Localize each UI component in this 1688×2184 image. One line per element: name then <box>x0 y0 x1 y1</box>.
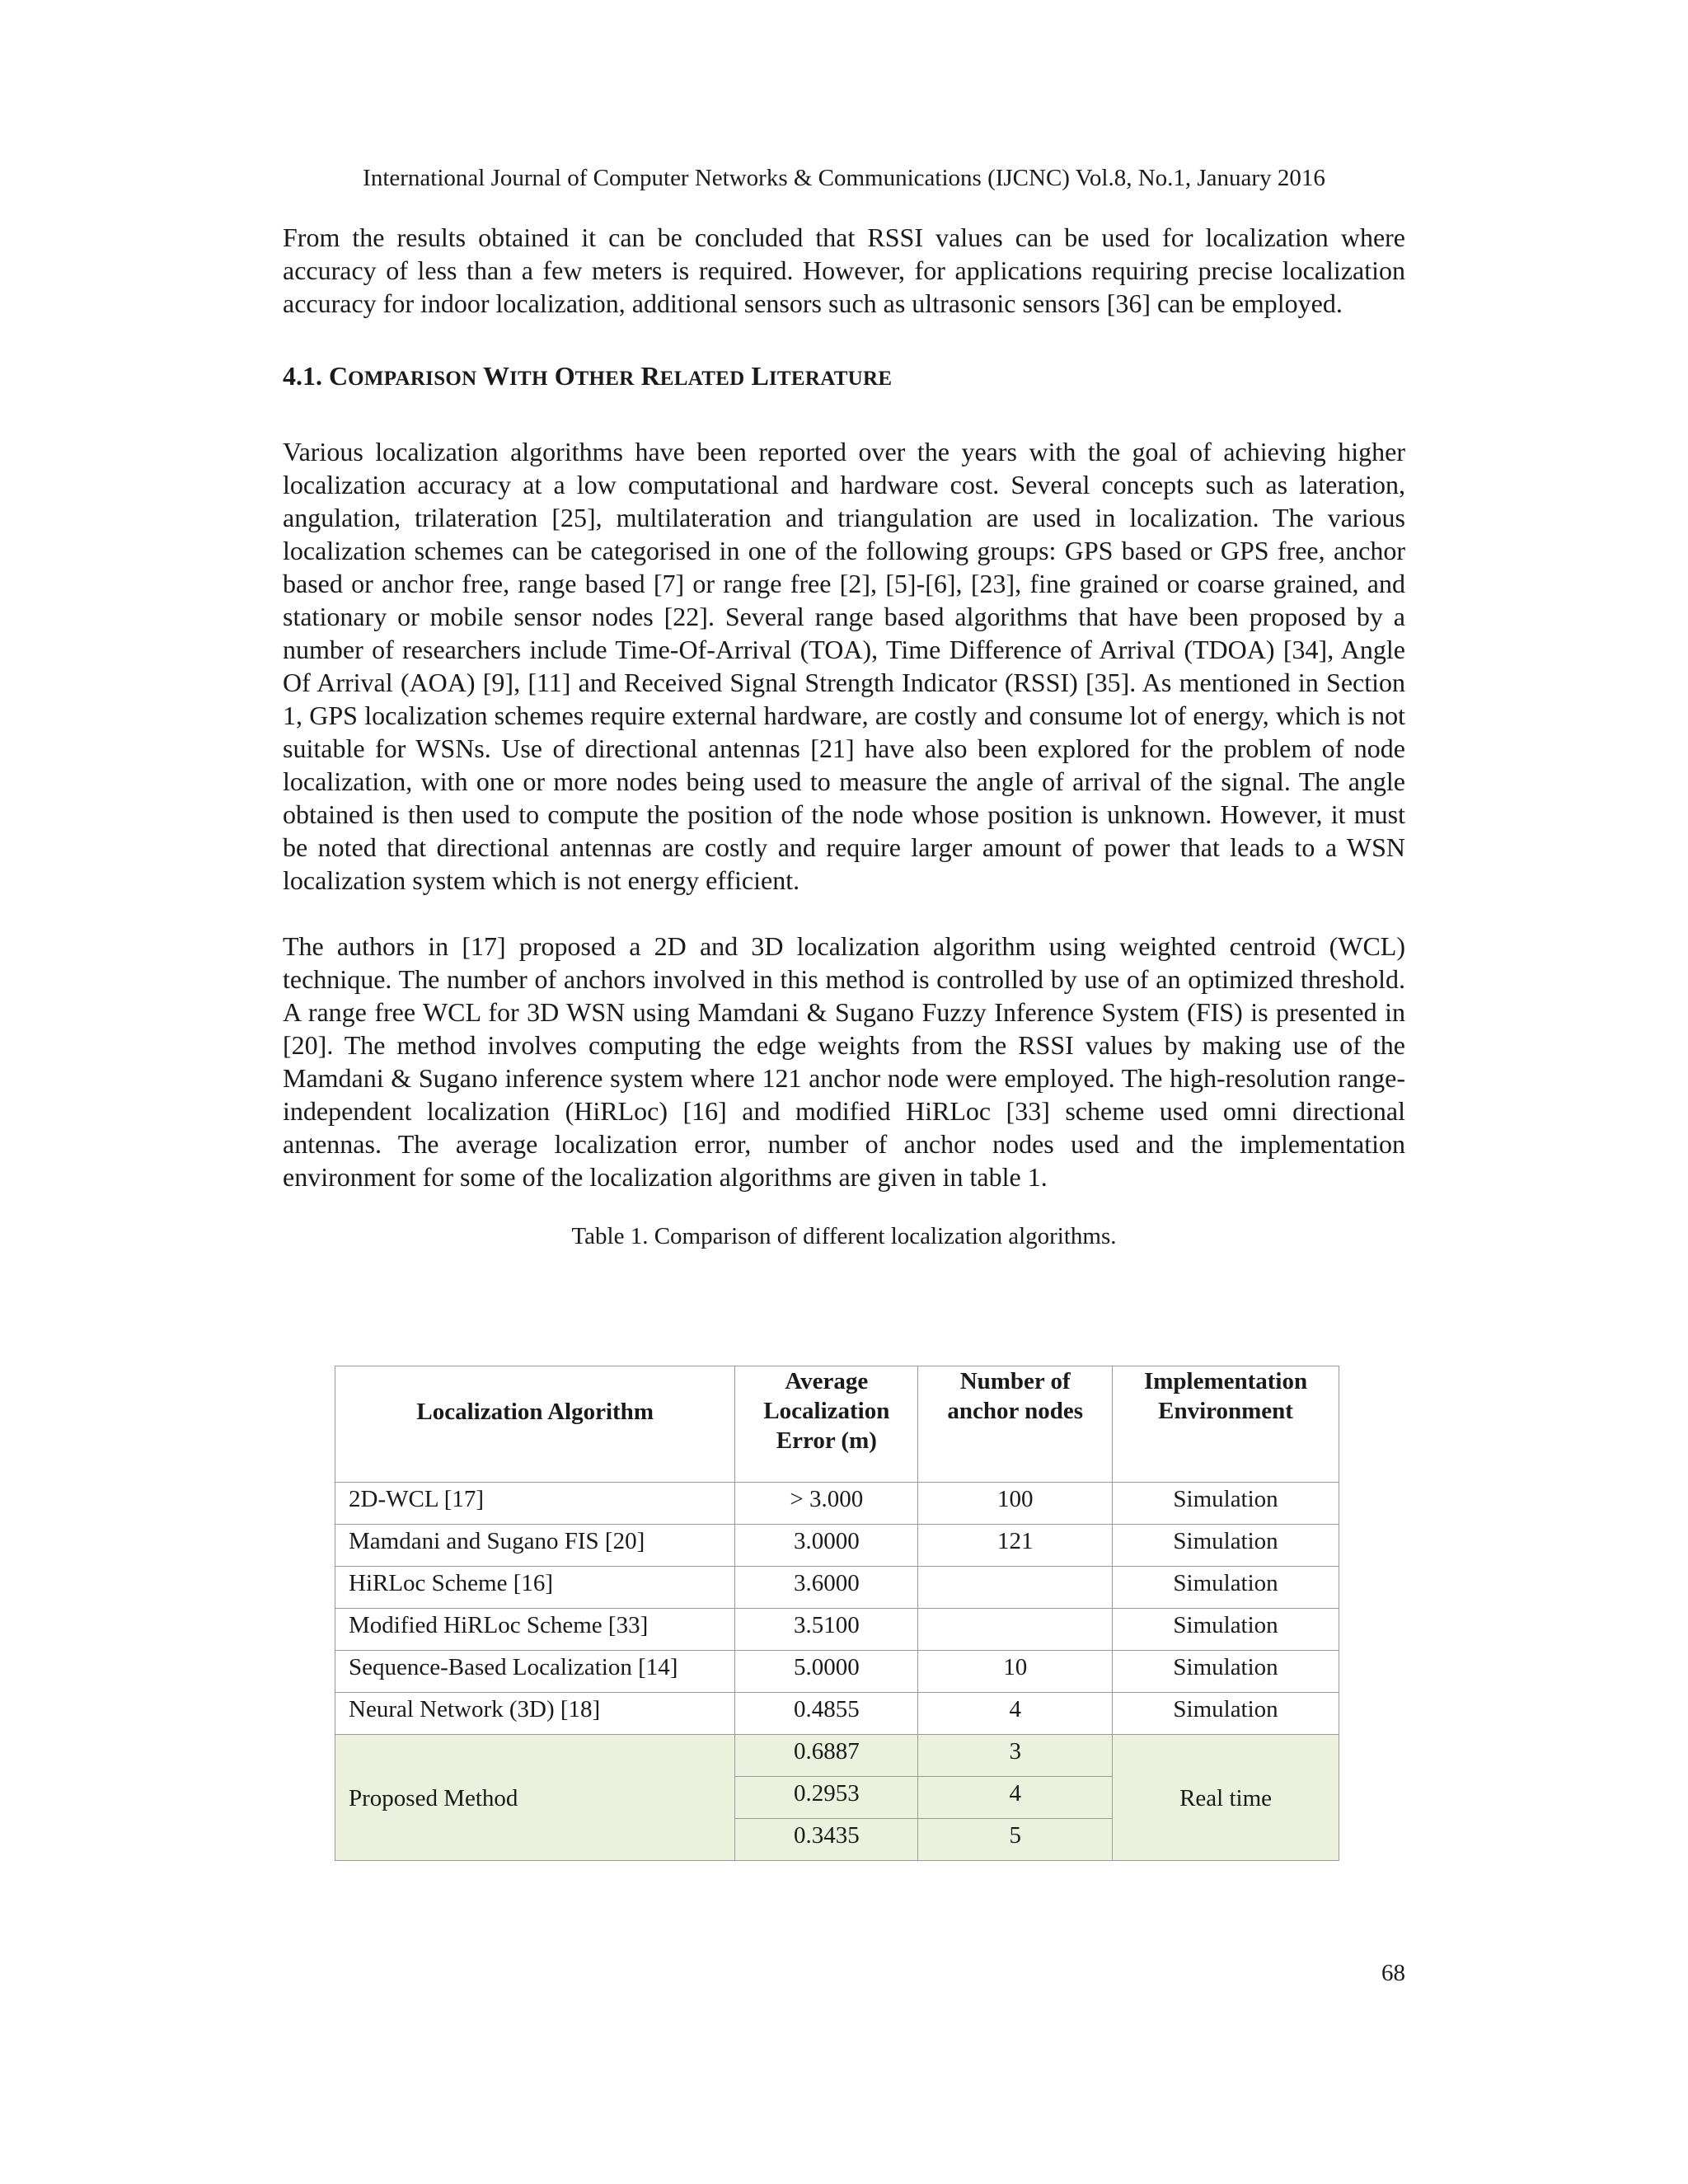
header-error: Average Localization Error (m) <box>735 1366 918 1483</box>
comparison-table <box>335 1366 1339 1861</box>
cell-environment: Simulation <box>1113 1609 1339 1651</box>
table-row <box>335 1609 1339 1651</box>
cell-error: 3.5100 <box>735 1609 918 1651</box>
table-row <box>335 1651 1339 1693</box>
cell-anchors: 10 <box>918 1651 1113 1693</box>
cell-anchors: 4 <box>918 1777 1113 1819</box>
cell-error: > 3.000 <box>735 1483 918 1525</box>
body-paragraph-2: The authors in [17] proposed a 2D and 3D localization algorithm using weighted centroid (WCL) technique. The number of anchors involved in this method is controlled by use of an optimized threshold. A range free WCL for 3D WSN using Mamdani & Sugano Fuzzy Inference System (FIS) is presented in [20]. The method involves computing the edge weights from the RSSI values by making use of the Mamdani & Sugano inference system where 121 anchor node were employed. The high-resolution range-independent localization (HiRLoc) [16] and modified HiRLoc [33] scheme used omni directional antennas. The average localization error, number of anchor nodes used and the implementation environment for some of the localization algorithms are given in table 1. <box>283 931 1405 1192</box>
cell-error: 0.3435 <box>735 1819 918 1861</box>
cell-algorithm: Neural Network (3D) [18] <box>335 1693 735 1735</box>
table-row-proposed <box>335 1735 1339 1777</box>
cell-anchors <box>918 1567 1113 1609</box>
cell-environment-proposed: Real time <box>1113 1735 1339 1861</box>
section-word: RELATED <box>640 361 745 391</box>
cell-error: 0.2953 <box>735 1777 918 1819</box>
header-algorithm: Localization Algorithm <box>335 1366 735 1483</box>
section-number: 4.1. <box>283 361 322 391</box>
cell-algorithm: Mamdani and Sugano FIS [20] <box>335 1525 735 1567</box>
cell-anchors: 3 <box>918 1735 1113 1777</box>
cell-environment: Simulation <box>1113 1693 1339 1735</box>
cell-environment: Simulation <box>1113 1651 1339 1693</box>
cell-environment: Simulation <box>1113 1525 1339 1567</box>
section-word: LITERATURE <box>751 361 893 391</box>
cell-algorithm-proposed: Proposed Method <box>335 1735 735 1861</box>
header-environment: Implementation Environment <box>1113 1366 1339 1483</box>
cell-error: 3.0000 <box>735 1525 918 1567</box>
table-row <box>335 1693 1339 1735</box>
page-body <box>283 221 1405 1253</box>
cell-anchors <box>918 1609 1113 1651</box>
cell-anchors: 4 <box>918 1693 1113 1735</box>
cell-environment: Simulation <box>1113 1567 1339 1609</box>
header-anchors: Number of anchor nodes <box>918 1366 1113 1483</box>
table-row <box>335 1483 1339 1525</box>
cell-error: 0.4855 <box>735 1693 918 1735</box>
cell-environment: Simulation <box>1113 1483 1339 1525</box>
section-word: OTHER <box>554 361 635 391</box>
table-header-row <box>335 1366 1339 1483</box>
cell-algorithm: 2D-WCL [17] <box>335 1483 735 1525</box>
cell-error: 5.0000 <box>735 1651 918 1693</box>
section-word: COMPARISON <box>329 361 477 391</box>
cell-error: 0.6887 <box>735 1735 918 1777</box>
cell-anchors: 5 <box>918 1819 1113 1861</box>
cell-algorithm: Modified HiRLoc Scheme [33] <box>335 1609 735 1651</box>
cell-error: 3.6000 <box>735 1567 918 1609</box>
section-heading <box>283 359 1405 396</box>
running-header: International Journal of Computer Networks & Communications (IJCNC) Vol.8, No.1, January 2016 <box>363 165 1325 191</box>
page-number: 68 <box>1381 1960 1405 1986</box>
intro-paragraph: From the results obtained it can be concluded that RSSI values can be used for localization where accuracy of less than a few meters is required. However, for applications requiring precise localization accuracy for indoor localization, additional sensors such as ultrasonic sensors [36] can be employed. <box>283 223 1405 318</box>
table-row <box>335 1567 1339 1609</box>
cell-algorithm: Sequence-Based Localization [14] <box>335 1651 735 1693</box>
cell-algorithm: HiRLoc Scheme [16] <box>335 1567 735 1609</box>
cell-anchors: 121 <box>918 1525 1113 1567</box>
body-paragraph-1: Various localization algorithms have been reported over the years with the goal of achieving higher localization accuracy at a low computational and hardware cost. Several concepts such as lateration, angulation, trilateration [25], multilateration and triangulation are used in localization. The various localization schemes can be categorised in one of the following groups: GPS based or GPS free, anchor based or anchor free, range based [7] or range free [2], [5]-[6], [23], fine grained or coarse grained, and stationary or mobile sensor nodes [22]. Several range based algorithms that have been proposed by a number of researchers include Time-Of-Arrival (TOA), Time Difference of Arrival (TDOA) [34], Angle Of Arrival (AOA) [9], [11] and Received Signal Strength Indicator (RSSI) [35]. As mentioned in Section 1, GPS localization schemes require external hardware, are costly and consume lot of energy, which is not suitable for WSNs. Use of directional antennas [21] have also been explored for the problem of node localization, with one or more nodes being used to measure the angle of arrival of the signal. The angle obtained is then used to compute the position of the node whose position is unknown. However, it must be noted that directional antennas are costly and require larger amount of power that leads to a WSN localization system which is not energy efficient. <box>283 437 1405 895</box>
table-row <box>335 1525 1339 1567</box>
cell-anchors: 100 <box>918 1483 1113 1525</box>
section-word: WITH <box>482 361 548 391</box>
table-caption: Table 1. Comparison of different localization algorithms. <box>571 1223 1117 1249</box>
